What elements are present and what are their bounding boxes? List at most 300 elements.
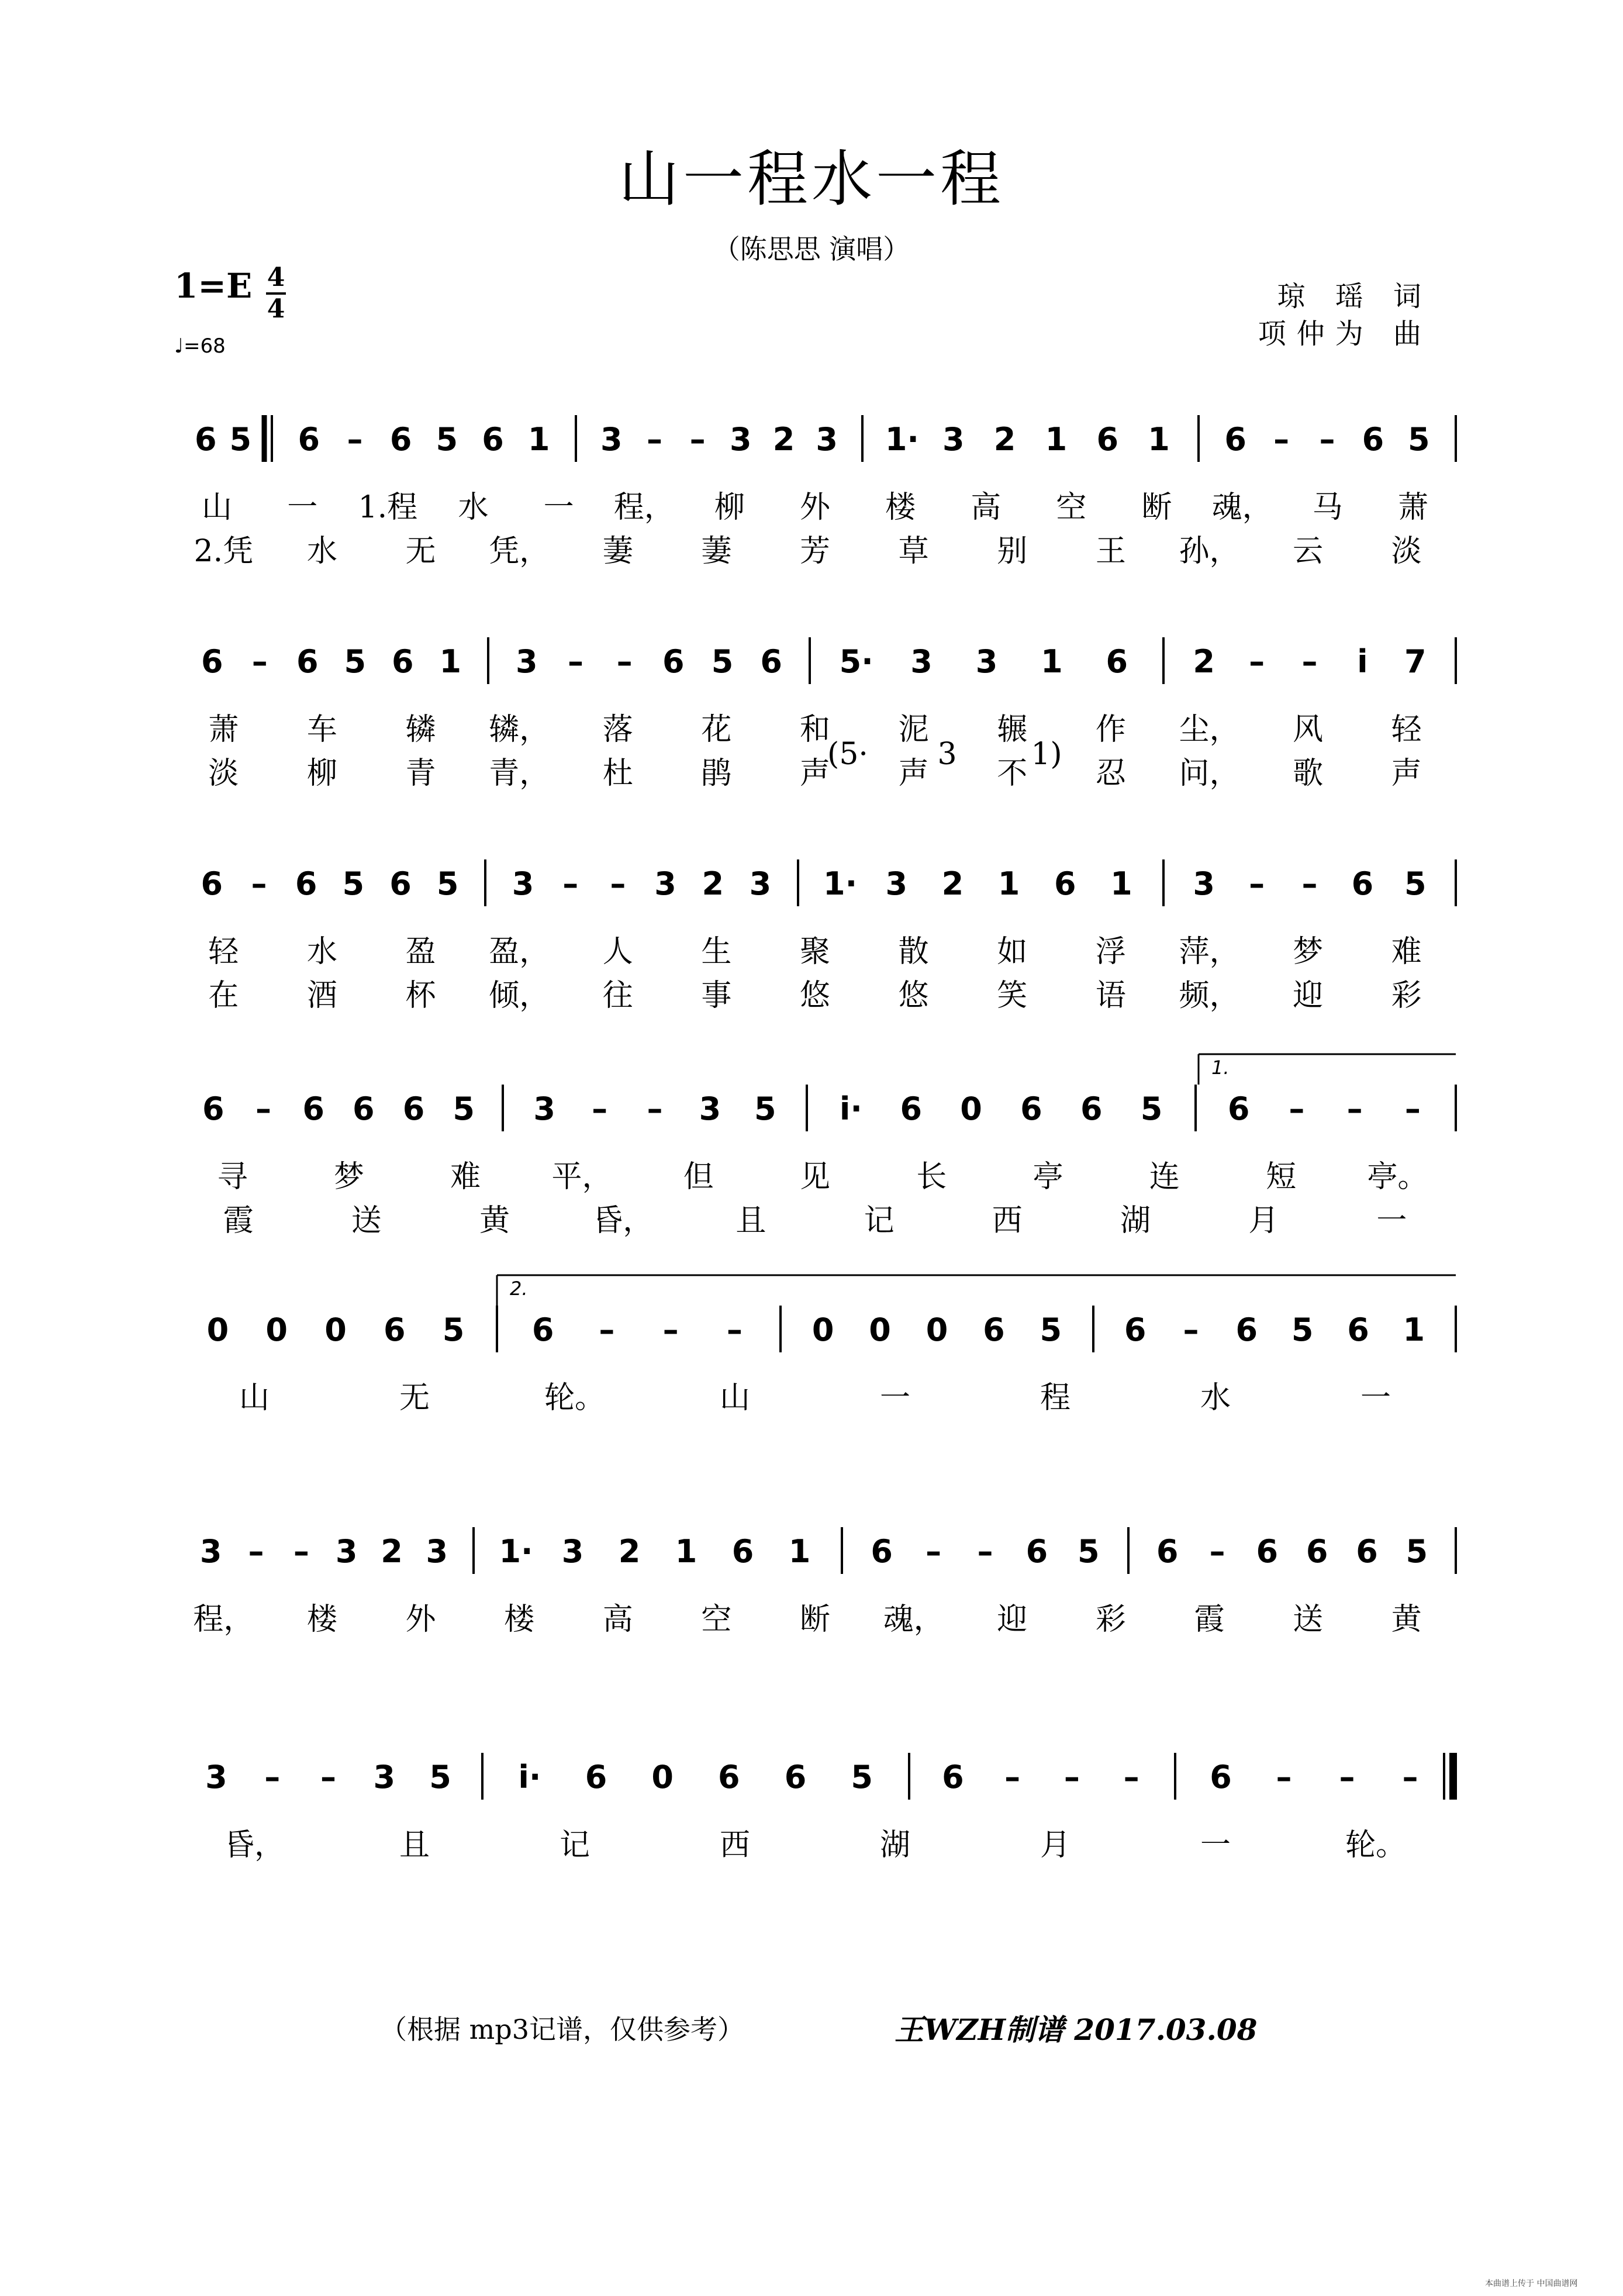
lyric-verse-1: 尘， xyxy=(1179,712,1240,747)
lyric-verse-1: 断 xyxy=(799,1602,831,1637)
transcriber-signature: 王WZH制谱 2017.03.08 xyxy=(895,2012,1258,2047)
note: 3 xyxy=(699,1090,721,1127)
lyric-verse-1: 一 xyxy=(543,490,574,525)
lyric-verse-1: 梦 xyxy=(333,1159,364,1194)
note: 5 xyxy=(342,865,365,902)
note: 6 xyxy=(1106,643,1128,680)
note: 6 xyxy=(1025,1533,1048,1570)
lyric-verse-2: 声 xyxy=(799,756,831,791)
transcription-note: （根据 mp3记谱，仅供参考） xyxy=(380,2014,744,2045)
lyric-verse-2: 凭， xyxy=(489,534,550,569)
note: – xyxy=(251,643,268,680)
note: 6 xyxy=(298,421,320,458)
lyric-verse-1: 马 xyxy=(1312,490,1343,525)
lyric-verse-2: 芳 xyxy=(799,534,831,569)
note: 5 xyxy=(1406,1533,1428,1570)
lyric-verse-2: 杯 xyxy=(405,978,436,1013)
note: 3 xyxy=(561,1533,584,1570)
lyric-verse-1: 轻 xyxy=(208,934,239,969)
lyric-verse-1: 魂， xyxy=(883,1602,944,1637)
note: 5 xyxy=(1291,1311,1314,1348)
lyric-verse-1: 作 xyxy=(1095,712,1126,747)
volta-number: 1. xyxy=(1211,1056,1230,1079)
lyric-verse-1: 车 xyxy=(306,712,337,747)
lyric-verse-1: 人 xyxy=(602,934,633,969)
note: – xyxy=(1301,865,1318,902)
lyric-verse-1: 一 xyxy=(287,490,318,525)
note: 2 xyxy=(618,1533,641,1570)
lyric-verse-1: 亭 xyxy=(1032,1159,1063,1194)
note: 6 xyxy=(353,1090,375,1127)
note: 6 xyxy=(1351,865,1374,902)
note: – xyxy=(1123,1759,1139,1796)
note: – xyxy=(1276,1759,1292,1796)
lyric-verse-1: 湖 xyxy=(879,1828,911,1863)
note: – xyxy=(1273,421,1290,458)
key-signature: 1=E xyxy=(174,266,253,306)
note: 6 xyxy=(1054,865,1076,902)
lyric-verse-2: 青 xyxy=(405,756,436,791)
lyric-verse-2: 悠 xyxy=(799,978,831,1013)
lyric-verse-1: 黄 xyxy=(1391,1602,1422,1637)
lyric-verse-1: 寻 xyxy=(217,1159,248,1194)
note: – xyxy=(1402,1759,1418,1796)
lyric-verse-1: 1.程 xyxy=(358,490,418,525)
note: 1 xyxy=(1403,1311,1425,1348)
lyric-verse-1: 风 xyxy=(1293,712,1324,747)
lyric-verse-1: 和 xyxy=(799,712,831,747)
lyric-verse-1: 魂， xyxy=(1211,490,1273,525)
lyric-verse-2: 往 xyxy=(602,978,633,1013)
jianpu-score xyxy=(193,415,1456,1863)
lyric-verse-2: 不 xyxy=(997,756,1028,791)
lyric-verse-1: 长 xyxy=(916,1159,947,1194)
lyric-verse-1: 楼 xyxy=(306,1602,337,1637)
lyric-verse-1: 山 xyxy=(202,490,233,525)
note: – xyxy=(248,1533,264,1570)
lyricist-credit: 琼 瑶 词 xyxy=(1277,280,1432,313)
lyric-verse-1: 高 xyxy=(602,1602,633,1637)
lyric-verse-1: 短 xyxy=(1266,1159,1297,1194)
lyric-verse-2: 别 xyxy=(997,534,1028,569)
note: 6 xyxy=(1227,1090,1250,1127)
lyric-verse-2: 笑 xyxy=(997,978,1028,1013)
lyric-verse-1: 盈 xyxy=(405,934,436,969)
lyric-verse-1: 聚 xyxy=(799,934,831,969)
lyric-verse-2: 柳 xyxy=(306,756,337,791)
note: 3 xyxy=(516,643,538,680)
note: 5 xyxy=(851,1759,873,1796)
note: 2 xyxy=(993,421,1016,458)
lyric-verse-1: 平， xyxy=(551,1159,613,1194)
lyric-verse-2: 水 xyxy=(306,534,337,569)
lyric-verse-2: 2.凭 xyxy=(194,534,254,569)
note: 3 xyxy=(816,421,838,458)
lyric-verse-2: 忍 xyxy=(1095,756,1126,791)
note: 5 xyxy=(1140,1090,1163,1127)
note: 0 xyxy=(265,1311,288,1348)
lyric-verse-1: 难 xyxy=(450,1159,481,1194)
note: – xyxy=(726,1311,743,1348)
lyric-verse-2: 酒 xyxy=(306,978,337,1013)
lyric-verse-2: 记 xyxy=(864,1203,895,1238)
lyric-verse-2: 淡 xyxy=(208,756,239,791)
note: 5 xyxy=(711,643,734,680)
note: i· xyxy=(839,1090,862,1127)
note: – xyxy=(251,865,267,902)
lyric-verse-1: 且 xyxy=(399,1828,430,1863)
note: – xyxy=(592,1090,608,1127)
lyric-verse-1: 无 xyxy=(399,1380,430,1415)
meter-bottom: 4 xyxy=(267,294,285,324)
note: 6 xyxy=(295,865,317,902)
note: – xyxy=(616,643,633,680)
tempo-marking: ♩=68 xyxy=(174,334,226,358)
lyric-verse-1: 一 xyxy=(879,1380,911,1415)
lyric-verse-2: 黄 xyxy=(479,1203,510,1238)
note: 1 xyxy=(1110,865,1132,902)
lyric-verse-2: 一 xyxy=(1376,1203,1407,1238)
lyric-verse-2: 事 xyxy=(701,978,732,1013)
note: 6 xyxy=(718,1759,740,1796)
note: 6 xyxy=(662,643,685,680)
note: 6 xyxy=(942,1759,964,1796)
note: 2 xyxy=(772,421,795,458)
lyric-verse-1: 轻 xyxy=(1391,712,1422,747)
lyric-verse-1: 楼 xyxy=(885,490,916,525)
lyric-verse-2: 西 xyxy=(992,1203,1023,1238)
lyric-verse-1: 辗 xyxy=(997,712,1028,747)
note: – xyxy=(610,865,626,902)
lyric-verse-1: 散 xyxy=(898,934,929,969)
note: – xyxy=(689,421,706,458)
note: – xyxy=(320,1759,336,1796)
note: 1· xyxy=(499,1533,533,1570)
note: i· xyxy=(518,1759,541,1796)
lyric-verse-1: 轮。 xyxy=(1345,1828,1407,1863)
lyric-verse-1: 外 xyxy=(799,490,831,525)
note: 6 xyxy=(871,1533,893,1570)
lyric-verse-2: 萋 xyxy=(701,534,732,569)
lyric-verse-1: 柳 xyxy=(714,490,745,525)
lyric-verse-2: 在 xyxy=(208,978,239,1013)
lyric-verse-1: 轮。 xyxy=(544,1380,606,1415)
site-watermark: 本曲谱上传于 中国曲谱网 xyxy=(1485,2279,1578,2288)
lyric-verse-1: 辚 xyxy=(405,712,436,747)
lyric-verse-2: 杜 xyxy=(602,756,633,791)
lyric-verse-1: 水 xyxy=(306,934,337,969)
lyric-verse-1: 空 xyxy=(701,1602,732,1637)
note: 2 xyxy=(381,1533,403,1570)
note: – xyxy=(1319,421,1335,458)
note: 3 xyxy=(749,865,772,902)
note: 6 xyxy=(760,643,782,680)
note: 3 xyxy=(942,421,965,458)
note: 3 xyxy=(885,865,908,902)
note: 5 xyxy=(453,1090,475,1127)
lyric-verse-1: 一 xyxy=(1360,1380,1391,1415)
note: – xyxy=(647,1090,663,1127)
lyric-verse-1: 迎 xyxy=(997,1602,1028,1637)
note: 0 xyxy=(206,1311,229,1348)
note: 3 xyxy=(654,865,676,902)
lyric-verse-1: 盈， xyxy=(489,934,550,969)
note: 5 xyxy=(754,1090,776,1127)
lyric-verse-2: 彩 xyxy=(1391,978,1422,1013)
lyric-verse-1: 楼 xyxy=(504,1602,535,1637)
note: 1· xyxy=(885,421,919,458)
lyric-verse-1: 萍， xyxy=(1179,934,1240,969)
lyric-verse-2: 昏， xyxy=(592,1203,654,1238)
note: 0 xyxy=(651,1759,674,1796)
lyric-verse-1: 彩 xyxy=(1095,1602,1126,1637)
lyric-verse-1: 水 xyxy=(1200,1380,1231,1415)
lyric-verse-1: 程， xyxy=(613,490,675,525)
note: 6 xyxy=(202,1090,225,1127)
note: – xyxy=(1063,1759,1080,1796)
note: – xyxy=(568,643,583,680)
lyric-verse-2: 无 xyxy=(405,534,436,569)
note: 2 xyxy=(1193,643,1215,680)
note: 5 xyxy=(436,421,458,458)
lyric-verse-2: 歌 xyxy=(1293,756,1324,791)
note: 3 xyxy=(426,1533,448,1570)
note: 3 xyxy=(512,865,534,902)
lyric-verse-1: 泥 xyxy=(898,712,929,747)
note: 6 xyxy=(194,421,217,458)
note: 1· xyxy=(823,865,858,902)
note: 5 xyxy=(1078,1533,1100,1570)
lyric-verse-1: 如 xyxy=(997,934,1028,969)
lyric-verse-1: 浮 xyxy=(1095,934,1126,969)
note: 1 xyxy=(675,1533,697,1570)
note: – xyxy=(1404,1090,1421,1127)
lyric-verse-1: 昏， xyxy=(223,1828,285,1863)
note: 3 xyxy=(335,1533,358,1570)
lyric-verse-1: 山 xyxy=(719,1380,751,1415)
alternate-notes: (5· xyxy=(827,737,868,772)
note: 0 xyxy=(324,1311,347,1348)
lyric-verse-2: 月 xyxy=(1248,1203,1279,1238)
note: 6 xyxy=(531,1311,554,1348)
note: – xyxy=(1301,643,1318,680)
note: – xyxy=(293,1533,309,1570)
note: 3 xyxy=(910,643,933,680)
lyric-verse-1: 一 xyxy=(1200,1828,1231,1863)
note: 6 xyxy=(482,421,504,458)
note: – xyxy=(1183,1311,1199,1348)
lyric-verse-2: 问， xyxy=(1179,756,1240,791)
lyric-verse-1: 落 xyxy=(602,712,633,747)
note: 6 xyxy=(1124,1311,1147,1348)
note: – xyxy=(1249,643,1265,680)
lyric-verse-2: 语 xyxy=(1095,978,1126,1013)
lyric-verse-1: 萧 xyxy=(208,712,239,747)
lyric-verse-2: 草 xyxy=(898,534,929,569)
lyric-verse-1: 难 xyxy=(1391,934,1422,969)
note: 6 xyxy=(1210,1759,1232,1796)
note: 6 xyxy=(1096,421,1119,458)
lyric-verse-2: 频， xyxy=(1179,978,1240,1013)
note: 6 xyxy=(1347,1311,1369,1348)
note: – xyxy=(1339,1759,1355,1796)
lyric-verse-1: 生 xyxy=(701,934,732,969)
note: 6 xyxy=(391,643,414,680)
note: – xyxy=(599,1311,615,1348)
composer-credit: 项仲为 曲 xyxy=(1258,317,1432,350)
lyric-verse-1: 月 xyxy=(1040,1828,1071,1863)
lyric-verse-1: 亭。 xyxy=(1367,1159,1428,1194)
lyric-verse-2: 倾， xyxy=(489,978,550,1013)
note: 6 xyxy=(585,1759,607,1796)
note: – xyxy=(264,1759,281,1796)
note: 6 xyxy=(784,1759,807,1796)
note: 5 xyxy=(429,1759,451,1796)
note: 6 xyxy=(1256,1533,1279,1570)
note: 5 xyxy=(344,643,367,680)
note: 1 xyxy=(527,421,550,458)
note: 1 xyxy=(997,865,1020,902)
lyric-verse-1: 梦 xyxy=(1293,934,1324,969)
note: – xyxy=(977,1533,993,1570)
note: 6 xyxy=(402,1090,425,1127)
note: 3 xyxy=(600,421,623,458)
note: 6 xyxy=(389,865,412,902)
lyric-verse-2: 萋 xyxy=(602,534,633,569)
note: 6 xyxy=(1224,421,1246,458)
lyric-verse-1: 萧 xyxy=(1397,490,1428,525)
note: 2 xyxy=(702,865,724,902)
note: – xyxy=(1249,865,1265,902)
lyric-verse-2: 送 xyxy=(351,1203,382,1238)
note: 5 xyxy=(1040,1311,1062,1348)
lyric-verse-2: 王 xyxy=(1095,534,1126,569)
lyric-verse-2: 孙， xyxy=(1179,534,1240,569)
volta-number: 2. xyxy=(510,1278,528,1300)
note: i xyxy=(1357,643,1368,680)
note: – xyxy=(662,1311,679,1348)
note: 6 xyxy=(1080,1090,1103,1127)
note: 6 xyxy=(296,643,319,680)
lyric-verse-2: 悠 xyxy=(898,978,929,1013)
note: – xyxy=(255,1090,271,1127)
note: 1 xyxy=(439,643,462,680)
lyric-verse-1: 断 xyxy=(1141,490,1172,525)
lyric-verse-1: 程 xyxy=(1040,1380,1071,1415)
note: 6 xyxy=(900,1090,923,1127)
note: – xyxy=(562,865,579,902)
lyric-verse-1: 连 xyxy=(1149,1159,1180,1194)
note: 6 xyxy=(983,1311,1005,1348)
note: 5 xyxy=(442,1311,465,1348)
note: – xyxy=(1004,1759,1021,1796)
lyric-verse-1: 辚， xyxy=(489,712,550,747)
note: 3 xyxy=(533,1090,555,1127)
note: – xyxy=(1346,1090,1363,1127)
note: 5· xyxy=(839,643,873,680)
note: 0 xyxy=(811,1311,834,1348)
note: 6 xyxy=(302,1090,324,1127)
lyric-verse-1: 但 xyxy=(683,1159,714,1194)
note: 5 xyxy=(229,421,252,458)
note: 3 xyxy=(205,1759,227,1796)
note: 3 xyxy=(373,1759,396,1796)
note: 6 xyxy=(1356,1533,1378,1570)
lyric-verse-2: 云 xyxy=(1293,534,1324,569)
note: 6 xyxy=(1020,1090,1042,1127)
note: 3 xyxy=(199,1533,222,1570)
lyric-verse-2: 淡 xyxy=(1391,534,1422,569)
note: 5 xyxy=(436,865,459,902)
lyric-verse-2: 鹃 xyxy=(701,756,732,791)
lyric-verse-1: 记 xyxy=(559,1828,591,1863)
meter-top: 4 xyxy=(267,263,285,292)
note: 6 xyxy=(1235,1311,1258,1348)
lyric-verse-1: 高 xyxy=(971,490,1002,525)
lyric-verse-1: 空 xyxy=(1056,490,1087,525)
note: 1 xyxy=(1045,421,1068,458)
lyric-verse-2: 声 xyxy=(898,756,929,791)
note: 3 xyxy=(1193,865,1215,902)
note: 6 xyxy=(384,1311,406,1348)
performer-credit: （陈思思 演唱） xyxy=(713,233,910,265)
note: 6 xyxy=(389,421,412,458)
song-title: 山一程水一程 xyxy=(618,143,1004,215)
note: 5 xyxy=(1404,865,1427,902)
note: 5 xyxy=(1408,421,1430,458)
note: 6 xyxy=(1156,1533,1179,1570)
note: 6 xyxy=(201,865,223,902)
note: 0 xyxy=(960,1090,982,1127)
lyric-verse-2: 青， xyxy=(489,756,550,791)
note: 7 xyxy=(1404,643,1427,680)
note: 6 xyxy=(1306,1533,1328,1570)
note: 3 xyxy=(975,643,998,680)
note: – xyxy=(347,421,363,458)
note: 6 xyxy=(1362,421,1384,458)
note: 0 xyxy=(926,1311,948,1348)
lyric-verse-1: 见 xyxy=(799,1159,831,1194)
lyric-verse-1: 霞 xyxy=(1194,1602,1225,1637)
note: 2 xyxy=(941,865,964,902)
lyric-verse-1: 送 xyxy=(1293,1602,1324,1637)
lyric-verse-1: 程， xyxy=(193,1602,254,1637)
note: 1 xyxy=(1148,421,1170,458)
note: 3 xyxy=(730,421,752,458)
lyric-verse-1: 西 xyxy=(719,1828,751,1863)
note: – xyxy=(1289,1090,1305,1127)
lyric-verse-2: 迎 xyxy=(1293,978,1324,1013)
lyric-verse-2: 声 xyxy=(1391,756,1422,791)
note: 1 xyxy=(1041,643,1063,680)
alternate-notes: 1) xyxy=(1031,737,1062,772)
lyric-verse-2: 湖 xyxy=(1120,1203,1151,1238)
lyric-verse-1: 水 xyxy=(458,490,489,525)
lyric-verse-2: 且 xyxy=(735,1203,766,1238)
lyric-verse-1: 花 xyxy=(701,712,732,747)
note: – xyxy=(1209,1533,1225,1570)
alternate-notes: 3 xyxy=(937,737,957,772)
note: 1 xyxy=(788,1533,811,1570)
note: 6 xyxy=(731,1533,754,1570)
lyric-verse-2: 霞 xyxy=(223,1203,254,1238)
lyric-verse-1: 山 xyxy=(239,1380,270,1415)
note: – xyxy=(647,421,662,458)
note: 6 xyxy=(201,643,223,680)
lyric-verse-1: 外 xyxy=(405,1602,436,1637)
note: – xyxy=(926,1533,942,1570)
note: 0 xyxy=(869,1311,891,1348)
